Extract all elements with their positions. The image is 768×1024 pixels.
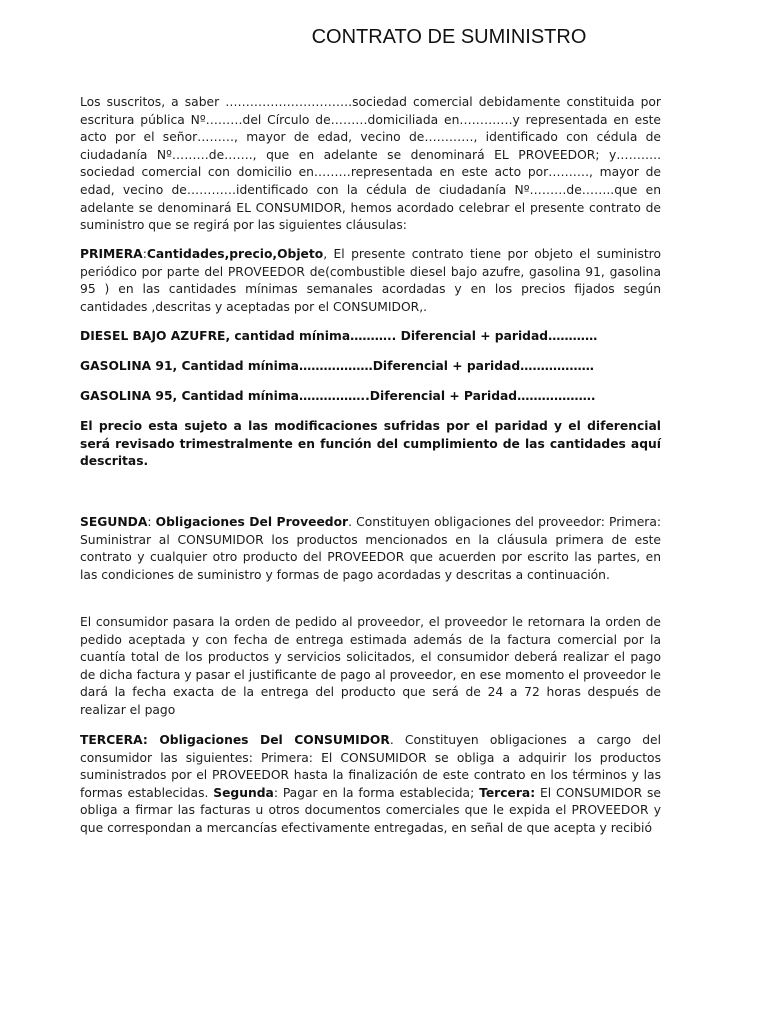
page-title: CONTRATO DE SUMINISTRO bbox=[311, 26, 587, 48]
line-gasolina-91: GASOLINA 91, Cantidad mínima………………Diferencial + paridad……………… bbox=[80, 359, 594, 373]
precio-paragraph: El precio esta sujeto a las modificaciones sufridas por el paridad y el diferencial será revisado trimestralmente en función del cumplimiento de las cantidades aquí descritas. bbox=[80, 419, 661, 469]
clause-segunda bbox=[80, 514, 661, 584]
clause-tercera-text1: . Constituyen obligaciones a cargo del consumidor las siguientes: Primera: El CONSUMIDOR se obliga a adquirir los productos suministrados por el PROVEEDOR hasta la finalización de este contrato en los términos y las formas establecidas. bbox=[80, 733, 661, 800]
clause-primera-heading: Cantidades,precio,Objeto bbox=[146, 247, 324, 261]
clause-tercera bbox=[80, 732, 661, 838]
clause-tercera-tercera-label: Tercera: bbox=[479, 785, 536, 800]
clause-primera bbox=[80, 246, 661, 316]
clause-primera-text: , El presente contrato tiene por objeto el suministro periódico por parte del PROVEEDOR de(combustible diesel bajo azufre, gasolina 91, gasolina 95 ) en las cantidades mínimas semanales acordadas y en los precios fijados según cantidades ,descritas y aceptadas por el CONSUMIDOR,. bbox=[80, 247, 661, 314]
clause-tercera-text2: : Pagar en la forma establecida; bbox=[273, 785, 480, 800]
clause-tercera-segunda-label: Segunda bbox=[213, 785, 274, 800]
line-gasolina-95: GASOLINA 95, Cantidad mínima……………..Diferencial + Paridad………………. bbox=[80, 389, 596, 403]
clause-segunda-sep: : bbox=[147, 515, 156, 529]
clause-primera-label: PRIMERA bbox=[80, 247, 143, 261]
clause-tercera-label: TERCERA: Obligaciones Del CONSUMIDOR bbox=[80, 733, 390, 747]
clause-primera-sep: : bbox=[142, 247, 147, 261]
intro-paragraph: Los suscritos, a saber ………………………….sociedad comercial debidamente constituida por escritura pública Nº………del Círculo de………domiciliada en………….y representada en este acto por el señor………, mayor de edad, vecino de…………, identificado con cédula de ciudadanía Nº………de……., que en adelante se denominará EL PROVEEDOR; y……….. sociedad comercial con domicilio en………representada en este acto por………., mayor de edad, vecino de…………identificado con la cédula de ciudadanía Nº………de……..que en adelante se denominará EL CONSUMIDOR, hemos acordado celebrar el presente contrato de suministro que se regirá por las siguientes cláusulas: bbox=[80, 95, 661, 233]
clause-segunda-text: . Constituyen obligaciones del proveedor: Primera: Suministrar al CONSUMIDOR los productos mencionados en la cláusula primera de este contrato y cualquier otro producto del PROVEEDOR que acuerden por escrito las partes, en las condiciones de suministro y formas de pago acordadas y descritas a continuación. bbox=[80, 515, 662, 582]
clause-segunda-heading: Obligaciones Del Proveedor bbox=[155, 515, 349, 529]
consumidor-paragraph: El consumidor pasara la orden de pedido al proveedor, el proveedor le retornara la orden de pedido aceptada y con fecha de entrega estimada además de la factura comercial por la cuantía total de los productos y servicios solicitados, el consumidor deberá realizar el pago de dicha factura y pasar el justificante de pago al proveedor, en ese momento el proveedor le dará la fecha exacta de la entrega del producto que será de 24 a 72 horas después de realizar el pago bbox=[80, 615, 661, 717]
line-diesel: DIESEL BAJO AZUFRE, cantidad mínima……….. Diferencial + paridad………… bbox=[80, 329, 598, 343]
clause-tercera-text3: El CONSUMIDOR se obliga a firmar las facturas u otros documentos comerciales que le expida el PROVEEDOR y que correspondan a mercancías efectivamente entregadas, en señal de que acepta y recibió bbox=[80, 785, 661, 835]
clause-segunda-label: SEGUNDA bbox=[80, 515, 148, 529]
